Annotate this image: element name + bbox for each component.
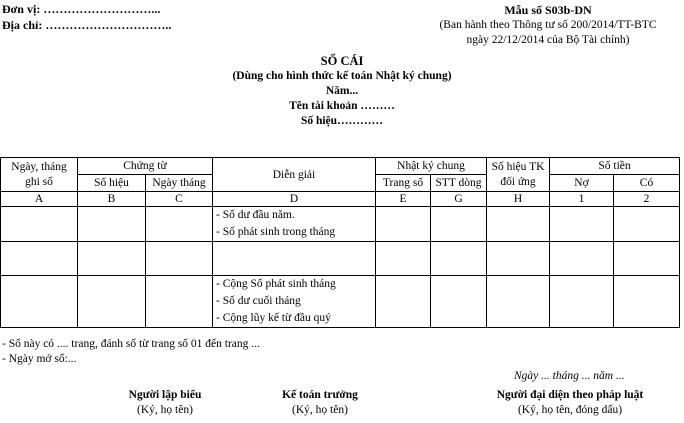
table-row — [1, 276, 680, 328]
column-letters-row — [1, 192, 680, 207]
cell-journal-page — [376, 242, 431, 276]
unit-line: Đơn vị: ………………………... — [2, 2, 161, 16]
cell-journal-page — [376, 207, 431, 242]
header-journal: Nhật ký chung — [376, 158, 487, 175]
cell-credit — [614, 242, 680, 276]
cell-journal-line — [431, 242, 487, 276]
cell-date — [1, 207, 78, 242]
cell-debit — [550, 276, 614, 328]
header-date: Ngày, tháng ghi sổ — [1, 158, 78, 192]
form-issued-date: ngày 22/12/2014 của Bộ Tài chính) — [466, 34, 630, 46]
header-amount: Số tiền — [550, 158, 680, 175]
note-open-date: - Ngày mở sổ:... — [2, 353, 77, 365]
cell-journal-line — [431, 207, 487, 242]
signature-preparer — [100, 388, 230, 418]
cell-contra — [487, 207, 550, 242]
header-voucher: Chứng từ — [78, 158, 213, 175]
cell-voucher-date — [146, 207, 213, 242]
legal-hint: (Ký, họ tên, đóng dấu) — [517, 404, 623, 416]
letter-cell: G — [431, 192, 487, 207]
header-contra-account: Số hiệu TK đối ứng — [487, 158, 550, 192]
description-line: - Số dư đầu năm. — [216, 209, 295, 221]
letter-cell: 2 — [614, 192, 680, 207]
header-credit: Có — [614, 175, 680, 192]
legal-role: Người đại diện theo pháp luật — [496, 389, 644, 401]
note-pages: - Sổ này có .... trang, đánh số từ trang số 01 đến trang ... — [2, 338, 260, 350]
account-code-line: Số hiệu………… — [300, 115, 384, 127]
header-voucher-no: Số hiệu — [78, 175, 146, 192]
cell-voucher-no — [78, 207, 146, 242]
header-debit: Nợ — [550, 175, 614, 192]
description-line: - Cộng Số phát sinh tháng — [216, 278, 336, 290]
accountant-hint: (Ký, họ tên) — [292, 404, 348, 416]
cell-credit — [614, 276, 680, 328]
description-line: - Số dư cuối tháng — [216, 295, 301, 307]
accountant-role: Kế toán trưởng — [282, 389, 358, 401]
address-line: Địa chỉ: ………………………….. — [2, 18, 172, 32]
form-info — [418, 2, 678, 48]
cell-debit — [550, 207, 614, 242]
description-line: - Cộng lũy kế từ đầu quý — [216, 312, 331, 324]
cell-contra — [487, 242, 550, 276]
cell-credit — [614, 207, 680, 242]
account-name-line: Tên tài khoản ……… — [289, 100, 395, 112]
cell-voucher-no — [78, 276, 146, 328]
signature-date: Ngày ... tháng ... năm ... — [514, 370, 625, 382]
signature-chief-accountant — [255, 388, 385, 418]
form-number: Mẫu số S03b-DN — [504, 3, 592, 17]
cell-date — [1, 242, 78, 276]
letter-cell: H — [487, 192, 550, 207]
cell-date — [1, 276, 78, 328]
letter-cell: C — [146, 192, 213, 207]
table-row — [1, 242, 680, 276]
cell-voucher-no — [78, 242, 146, 276]
document-title: SỔ CÁI — [320, 54, 364, 68]
header-journal-page: Trang số — [376, 175, 431, 192]
year-line: Năm... — [325, 85, 359, 97]
notes — [2, 337, 260, 367]
letter-cell: B — [78, 192, 146, 207]
letter-cell: A — [1, 192, 78, 207]
cell-contra — [487, 276, 550, 328]
cell-description — [213, 276, 376, 328]
cell-journal-line — [431, 276, 487, 328]
description-line: - Số phát sinh trong tháng — [216, 226, 336, 238]
header-voucher-date: Ngày tháng — [146, 175, 213, 192]
document-subtitle: (Dùng cho hình thức kế toán Nhật ký chung) — [232, 70, 452, 82]
letter-cell: D — [213, 192, 376, 207]
form-issued-by: (Ban hành theo Thông tư số 200/2014/TT-BTC — [439, 19, 657, 31]
table-row — [1, 207, 680, 242]
header-journal-line: STT dòng — [431, 175, 487, 192]
cell-voucher-date — [146, 276, 213, 328]
cell-debit — [550, 242, 614, 276]
header-description: Diễn giải — [213, 158, 376, 192]
signature-legal-representative — [470, 388, 670, 418]
ledger-table — [0, 157, 680, 328]
cell-voucher-date — [146, 242, 213, 276]
letter-cell: E — [376, 192, 431, 207]
cell-journal-page — [376, 276, 431, 328]
title-block — [0, 54, 684, 129]
preparer-role: Người lập biểu — [128, 389, 202, 401]
header-row-1 — [1, 158, 680, 175]
cell-description — [213, 207, 376, 242]
cell-description — [213, 242, 376, 276]
preparer-hint: (Ký, họ tên) — [137, 404, 193, 416]
letter-cell: 1 — [550, 192, 614, 207]
